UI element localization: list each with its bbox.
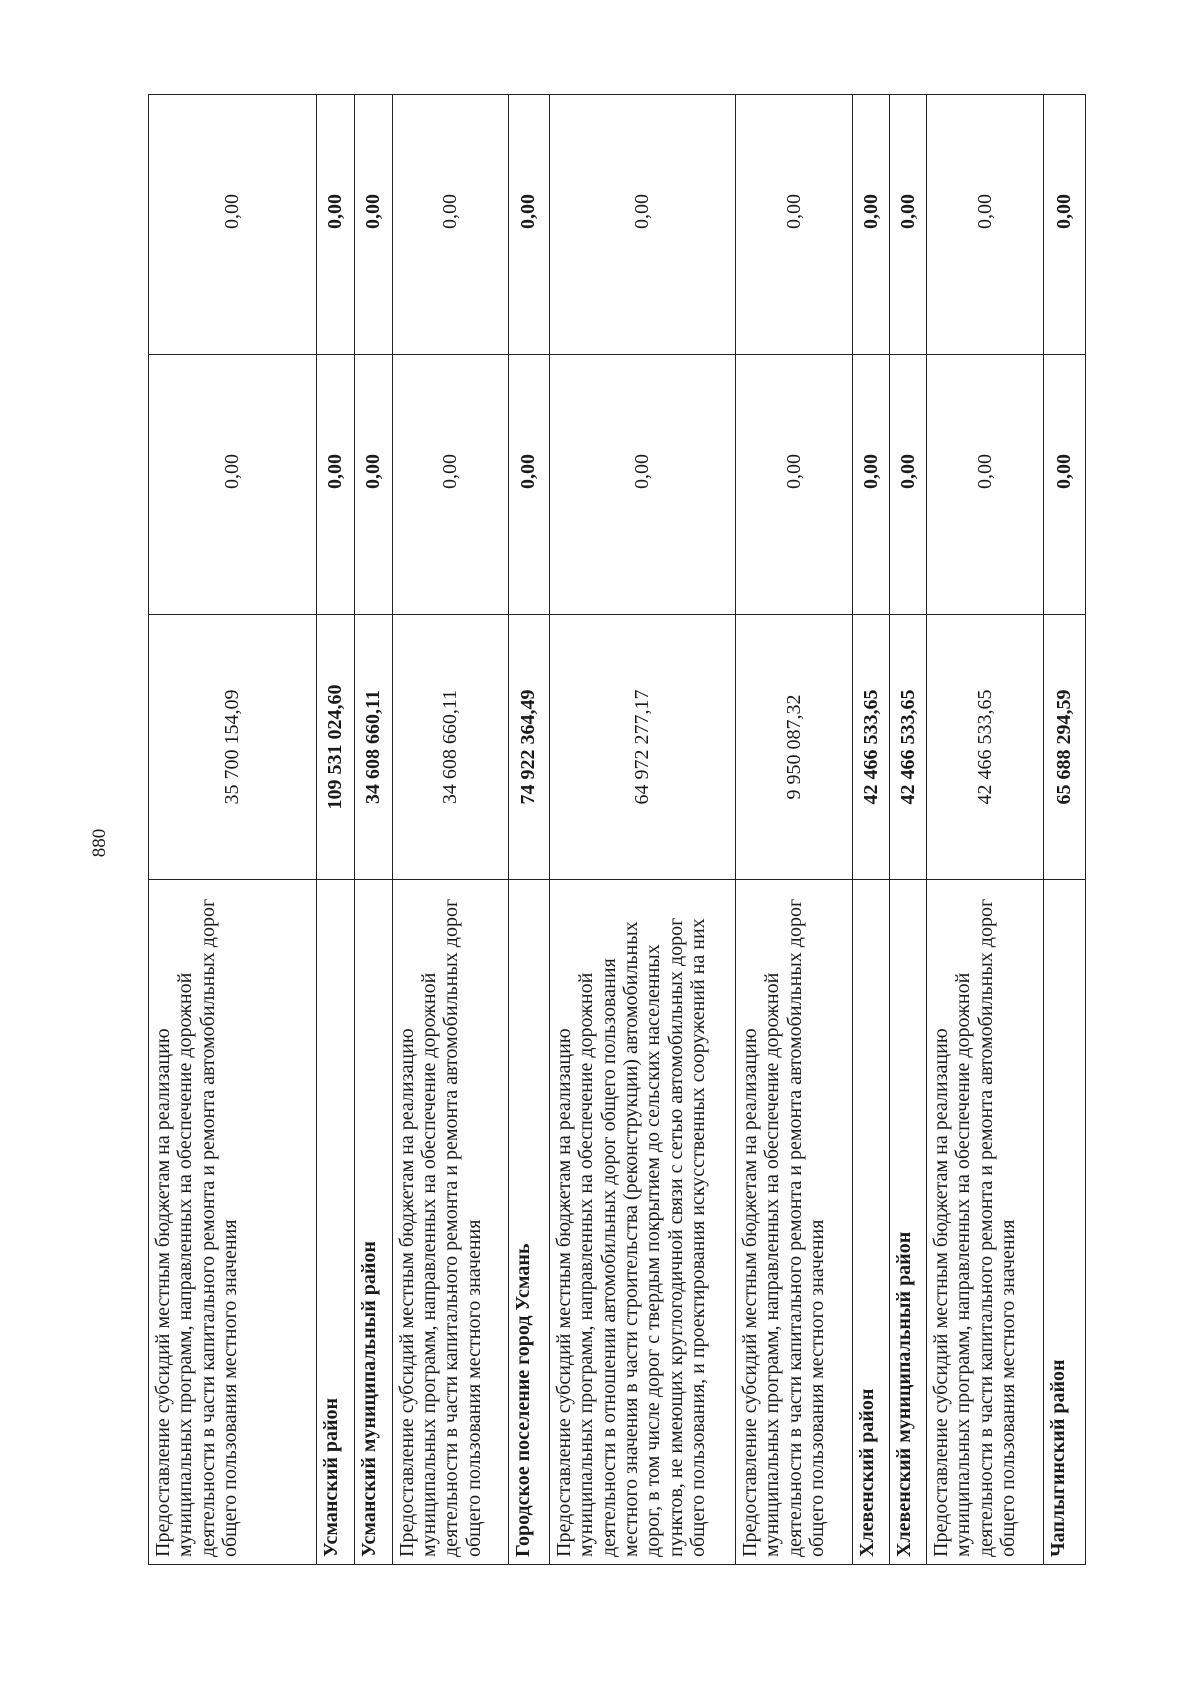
row-value-3: 0,00 — [1043, 95, 1085, 355]
table-row — [736, 95, 853, 1565]
table-row — [549, 95, 735, 1565]
row-description: Предоставление субсидий местным бюджетам на реализацию муниципальных программ, направленных на обеспечение дорожной деятельности в части капитального ремонта и ремонта автомобильных дорог общего пользования местного значения — [392, 880, 508, 1565]
row-value-3: 0,00 — [926, 95, 1043, 355]
row-amount: 42 466 533,65 — [889, 615, 926, 880]
row-description: Усманский муниципальный район — [354, 880, 392, 1565]
row-description: Предоставление субсидий местным бюджетам на реализацию муниципальных программ, направленных на обеспечение дорожной деятельности в отношении автомобильных дорог общего пользования местного значения в части строительства (реконструкции) автомобильных дорог, в том числе дорог с твердым покрытием до сельских населенных пунктов, не имеющих круглогодичной связи с сетью автомобильных дорог общего пользования, и проектирования искусственных сооружений на них — [549, 880, 735, 1565]
row-amount: 64 972 277,17 — [549, 615, 735, 880]
row-value-2: 0,00 — [354, 355, 392, 615]
row-value-3: 0,00 — [889, 95, 926, 355]
budget-table-body — [149, 95, 1086, 1565]
row-description: Хлевенский муниципальный район — [889, 880, 926, 1565]
row-value-3: 0,00 — [736, 95, 853, 355]
row-value-2: 0,00 — [549, 355, 735, 615]
row-description: Предоставление субсидий местным бюджетам на реализацию муниципальных программ, направленных на обеспечение дорожной деятельности в части капитального ремонта и ремонта автомобильных дорог общего пользования местного значения — [149, 880, 317, 1565]
table-row — [926, 95, 1043, 1565]
row-value-2: 0,00 — [889, 355, 926, 615]
row-value-2: 0,00 — [149, 355, 317, 615]
budget-table-container — [148, 95, 1086, 1565]
table-row — [889, 95, 926, 1565]
table-row — [149, 95, 317, 1565]
row-value-2: 0,00 — [853, 355, 890, 615]
row-value-2: 0,00 — [1043, 355, 1085, 615]
row-value-3: 0,00 — [853, 95, 890, 355]
row-description: Чаплыгинский район — [1043, 880, 1085, 1565]
page-number: 880 — [89, 828, 110, 858]
row-amount: 42 466 533,65 — [853, 615, 890, 880]
row-amount: 42 466 533,65 — [926, 615, 1043, 880]
table-row — [392, 95, 508, 1565]
row-amount: 9 950 087,32 — [736, 615, 853, 880]
row-amount: 34 608 660,11 — [392, 615, 508, 880]
table-row — [316, 95, 354, 1565]
row-value-3: 0,00 — [354, 95, 392, 355]
row-description: Предоставление субсидий местным бюджетам на реализацию муниципальных программ, направленных на обеспечение дорожной деятельности в части капитального ремонта и ремонта автомобильных дорог общего пользования местного значения — [736, 880, 853, 1565]
row-value-2: 0,00 — [508, 355, 549, 615]
row-value-2: 0,00 — [316, 355, 354, 615]
row-value-3: 0,00 — [392, 95, 508, 355]
row-value-3: 0,00 — [508, 95, 549, 355]
row-value-2: 0,00 — [926, 355, 1043, 615]
row-description: Усманский район — [316, 880, 354, 1565]
row-amount: 74 922 364,49 — [508, 615, 549, 880]
row-description: Городское поселение город Усмань — [508, 880, 549, 1565]
row-value-2: 0,00 — [736, 355, 853, 615]
row-amount: 34 608 660,11 — [354, 615, 392, 880]
row-amount: 65 688 294,59 — [1043, 615, 1085, 880]
row-value-3: 0,00 — [549, 95, 735, 355]
row-description: Хлевенский район — [853, 880, 890, 1565]
row-amount: 35 700 154,09 — [149, 615, 317, 880]
table-row — [508, 95, 549, 1565]
table-row — [1043, 95, 1085, 1565]
row-value-2: 0,00 — [392, 355, 508, 615]
budget-table — [148, 94, 1086, 1565]
row-description: Предоставление субсидий местным бюджетам на реализацию муниципальных программ, направленных на обеспечение дорожной деятельности в части капитального ремонта и ремонта автомобильных дорог общего пользования местного значения — [926, 880, 1043, 1565]
row-value-3: 0,00 — [149, 95, 317, 355]
table-row — [354, 95, 392, 1565]
row-amount: 109 531 024,60 — [316, 615, 354, 880]
row-value-3: 0,00 — [316, 95, 354, 355]
table-row — [853, 95, 890, 1565]
